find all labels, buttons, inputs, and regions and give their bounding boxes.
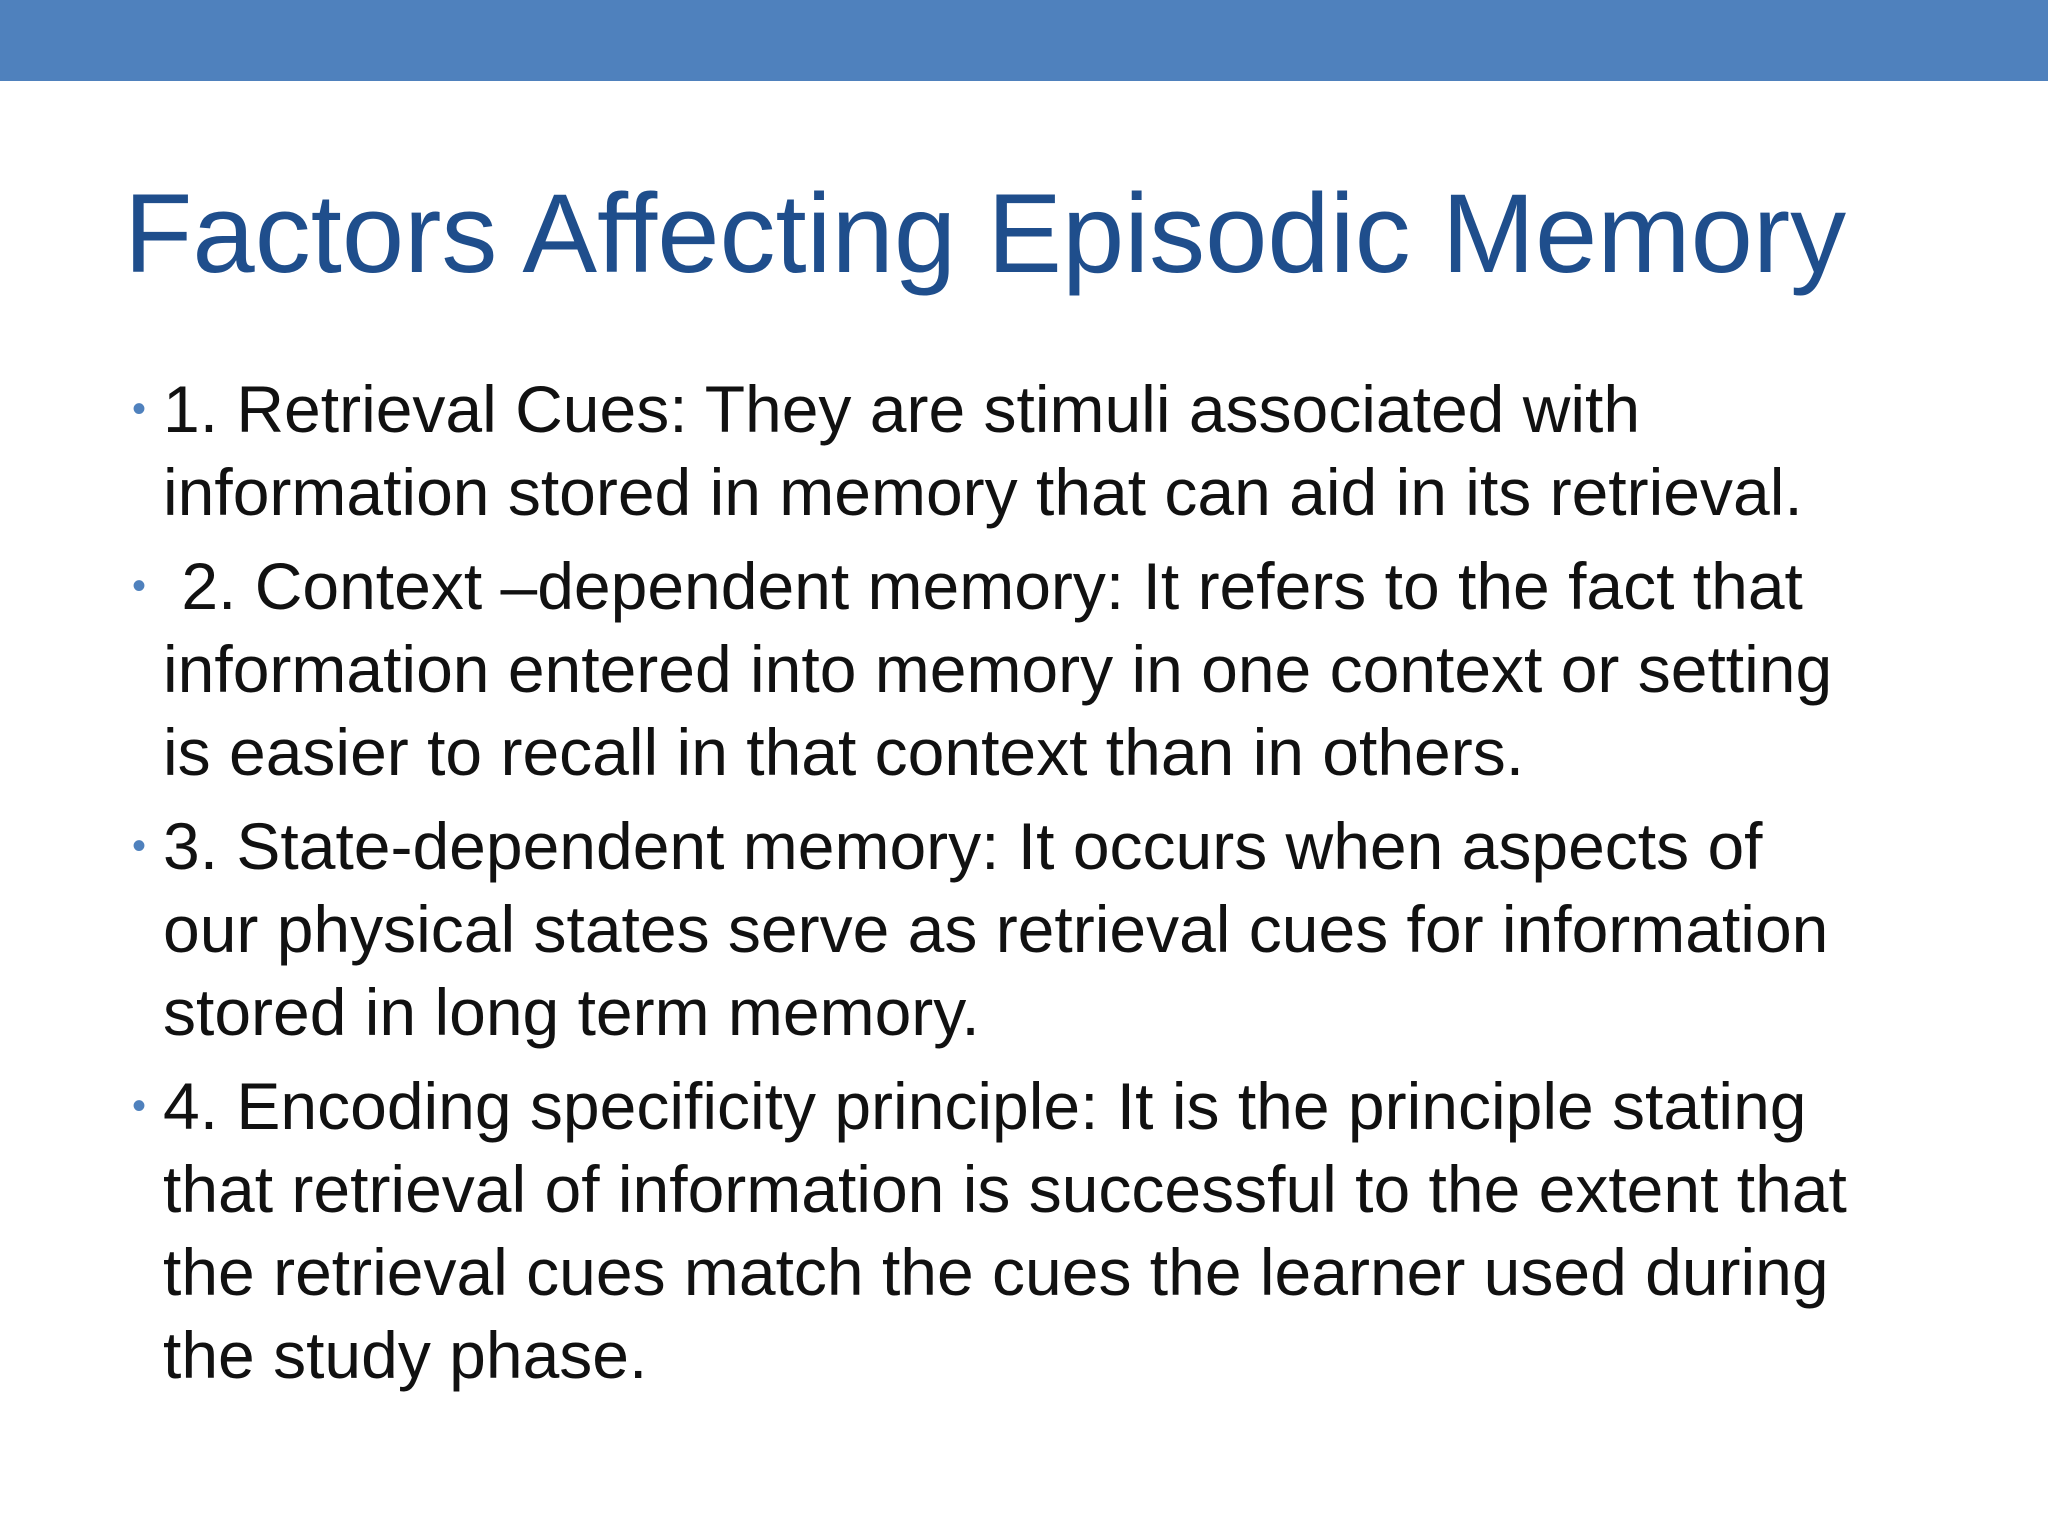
slide-title: Factors Affecting Episodic Memory	[124, 171, 1847, 296]
bullet-dot-icon: •	[132, 564, 147, 608]
bullet-line: that retrieval of information is successful to the extent that	[163, 1152, 1847, 1226]
bullet-line: 3. State-dependent memory: It occurs when aspects of	[163, 809, 1763, 883]
bullet-line: is easier to recall in that context than in others.	[163, 715, 1525, 789]
bullet-line: the retrieval cues match the cues the learner used during	[163, 1235, 1829, 1309]
bullet-item-4	[124, 1065, 1924, 1397]
bullet-dot-icon: •	[132, 387, 147, 431]
bullet-line: 1. Retrieval Cues: They are stimuli associated with	[163, 372, 1641, 446]
bullet-dot-icon: •	[132, 1084, 147, 1128]
bullet-item-2	[124, 545, 1924, 794]
bullet-line: stored in long term memory.	[163, 975, 980, 1049]
bullet-item-3	[124, 805, 1924, 1054]
bullet-list	[124, 368, 1924, 1408]
bullet-item-1	[124, 368, 1924, 534]
bullet-line: information entered into memory in one context or setting	[163, 632, 1833, 706]
bullet-line: the study phase.	[163, 1318, 648, 1392]
bullet-line: information stored in memory that can aid in its retrieval.	[163, 455, 1803, 529]
accent-bar	[0, 0, 2048, 81]
bullet-dot-icon: •	[132, 824, 147, 868]
bullet-line: our physical states serve as retrieval cues for information	[163, 892, 1829, 966]
bullet-line: 4. Encoding specificity principle: It is the principle stating	[163, 1069, 1807, 1143]
bullet-line: 2. Context –dependent memory: It refers to the fact that	[163, 549, 1803, 623]
